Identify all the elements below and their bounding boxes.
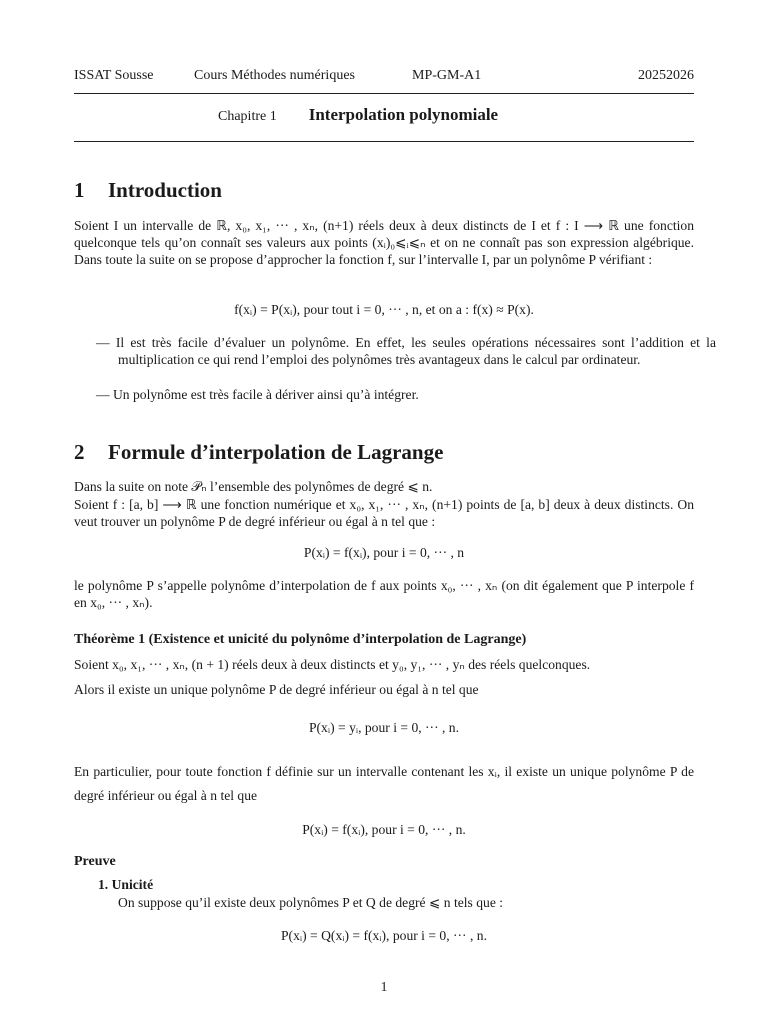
proof-item-label: 1. Unicité xyxy=(98,877,154,892)
lagrange-paragraph: le polynôme P s’appelle polynôme d’interpolation de f aux points x₀, ··· , xₙ (on dit également que P interpole f en x₀, ··· , xₙ). xyxy=(74,578,694,610)
running-header xyxy=(74,68,694,90)
section-title: Formule d’interpolation de Lagrange xyxy=(108,440,444,464)
proof-item-text: On suppose qu’il existe deux polynômes P et Q de degré ⩽ n tels que : xyxy=(118,895,504,910)
theorem-equation: P(xᵢ) = yᵢ, pour i = 0, ··· , n. xyxy=(308,720,460,735)
header-group: MP-GM-A1 xyxy=(412,68,482,83)
header-course: Cours Méthodes numériques xyxy=(194,68,355,83)
intro-paragraph: Soient I un intervalle de ℝ, x₀, x₁, ··· , xₙ, (n+1) réels deux à deux distincts de I et f : I ⟶ ℝ une fonction quelconque tels qu’on connaît ses valeurs aux points (xᵢ)₀⩽ᵢ⩽ₙ et on ne connaît pas son expression algébrique. Dans toute la suite on se propose d’approcher la fonction f, sur l’intervalle I, par un polynôme P vérifiant : xyxy=(74,218,694,267)
theorem-text: Soient x₀, x₁, ··· , xₙ, (n + 1) réels deux à deux distincts et y₀, y₁, ··· , yₙ des réels quelconques. xyxy=(74,657,591,672)
lagrange-equation: P(xᵢ) = f(xᵢ), pour i = 0, ··· , n. xyxy=(302,822,466,837)
lagrange-paragraph: Soient f : [a, b] ⟶ ℝ une fonction numérique et x₀, x₁, ··· , xₙ, (n+1) points de [a, b] deux à deux distincts. On veut trouver un polynôme P de degré inférieur ou égal à n tel que : xyxy=(74,497,694,529)
header-school: ISSAT Sousse xyxy=(74,68,154,83)
header-rule xyxy=(74,93,694,94)
theorem-text: Alors il existe un unique polynôme P de degré inférieur ou égal à n tel que xyxy=(74,682,479,697)
theorem-title: Théorème 1 (Existence et unicité du polynôme d’interpolation de Lagrange) xyxy=(74,632,527,647)
chapter-title: Interpolation polynomiale xyxy=(308,105,499,124)
lagrange-paragraph: En particulier, pour toute fonction f définie sur un intervalle contenant les xᵢ, il existe un unique polynôme P de degré inférieur ou égal à n tel que xyxy=(74,764,694,803)
lagrange-paragraph: Dans la suite on note 𝒫ₙ l’ensemble des polynômes de degré ⩽ n. xyxy=(74,479,433,494)
chapter-number: Chapitre 1 xyxy=(218,109,277,124)
section-title: Introduction xyxy=(108,178,222,202)
section-number: 2 xyxy=(74,440,85,464)
header-year: 20252026 xyxy=(638,68,694,83)
intro-equation: f(xᵢ) = P(xᵢ), pour tout i = 0, ··· , n, et on a : f(x) ≈ P(x). xyxy=(234,302,534,317)
section-heading xyxy=(74,178,222,203)
section-heading xyxy=(74,440,443,465)
chapter-heading xyxy=(218,105,498,125)
section-number: 1 xyxy=(74,178,85,202)
chapter-rule xyxy=(74,141,694,142)
lagrange-equation: P(xᵢ) = f(xᵢ), pour i = 0, ··· , n xyxy=(303,545,465,560)
page-number: 1 xyxy=(380,979,388,994)
bullet-item: — Il est très facile d’évaluer un polynôme. En effet, les seules opérations nécessaires sont l’addition et la multiplication ce qui rend l’emploi des polynômes très avantageux dans le calcul par ordinateur. xyxy=(96,335,716,367)
bullet-item: — Un polynôme est très facile à dériver ainsi qu’à intégrer. xyxy=(96,387,419,402)
proof-title: Preuve xyxy=(74,854,116,869)
proof-equation: P(xᵢ) = Q(xᵢ) = f(xᵢ), pour i = 0, ··· , n. xyxy=(281,928,487,943)
